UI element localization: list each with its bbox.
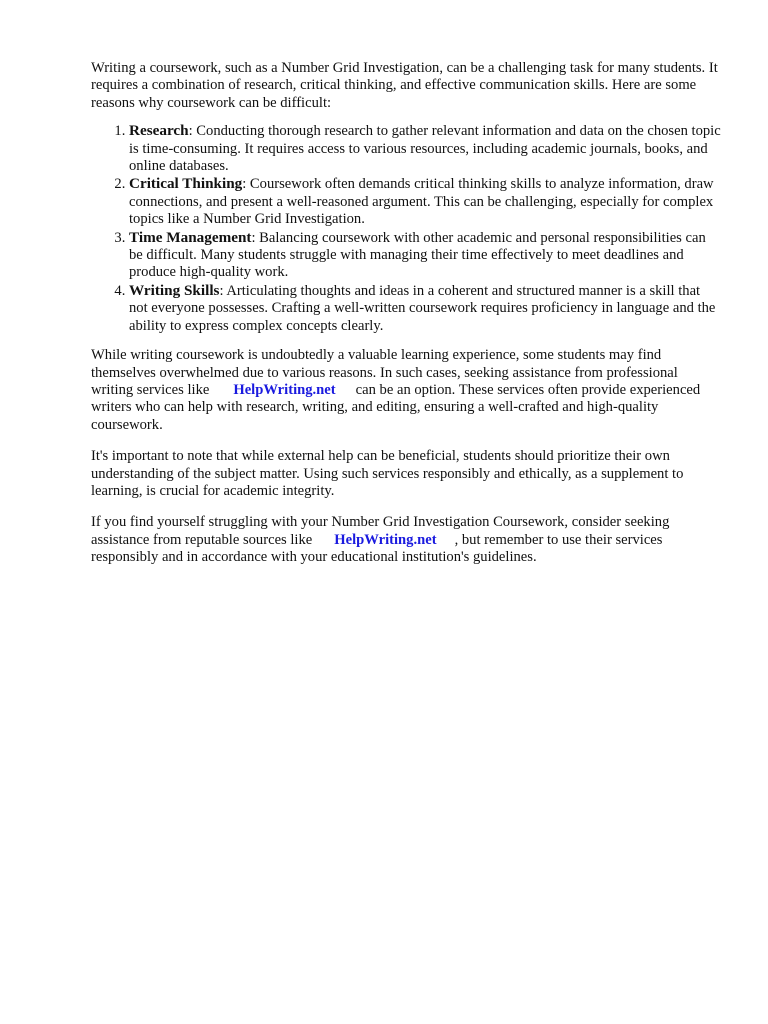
list-item: [129, 175, 721, 228]
list-item-text: : Articulating thoughts and ideas in a coherent and structured manner is a skill that not everyone possesses. Crafting a well-written coursework requires proficiency in language and the ability to express complex concepts clearly.: [129, 282, 716, 334]
list-item-term: Critical Thinking: [129, 175, 243, 193]
integrity-paragraph: It's important to note that while external help can be beneficial, students should prioritize their own understanding of the subject matter. Using such services responsibly and ethically, as a supplement to learning, is crucial for academic integrity.: [91, 448, 684, 499]
list-item-text: : Coursework often demands critical thinking skills to analyze information, draw connections, and present a well-reasoned argument. This can be challenging, especially for complex topics like a Number Grid Investigation.: [129, 176, 714, 228]
list-item-term: Time Management: [129, 228, 252, 246]
services-text-after: can be an option. These services often provide experienced writers who can help with research, writing, and editing, ensuring a well-crafted and high-quality coursework.: [91, 381, 701, 433]
list-item-text: : Balancing coursework with other academic and personal responsibilities can be difficult. Many students struggle with managing their time effectively to meet deadlines and produce high-quality work.: [129, 229, 706, 281]
closing-text-before: If you find yourself struggling with your Number Grid Investigation Coursework, consider seeking assistance from reputable sources like: [91, 514, 670, 548]
closing-paragraph: [91, 514, 721, 566]
list-item: [129, 282, 721, 335]
services-paragraph: [91, 347, 721, 434]
helpwriting-link-2[interactable]: HelpWriting.net: [334, 531, 437, 548]
reasons-list: [91, 122, 721, 335]
list-item-term: Research: [129, 122, 189, 140]
helpwriting-link[interactable]: HelpWriting.net: [233, 381, 336, 398]
list-item: [129, 229, 721, 282]
document-page: [91, 60, 721, 581]
list-item: [129, 122, 721, 175]
services-text-before: While writing coursework is undoubtedly a valuable learning experience, some students may find themselves overwhelmed due to various reasons. In such cases, seeking assistance from professional writing services like: [91, 347, 678, 398]
intro-paragraph: Writing a coursework, such as a Number Grid Investigation, can be a challenging task for many students. It requires a combination of research, critical thinking, and effective communication skills. Here are some reasons why coursework can be difficult:: [91, 60, 718, 111]
list-item-text: : Conducting thorough research to gather relevant information and data on the chosen topic is time-consuming. It requires access to various resources, including academic journals, books, and online databases.: [129, 123, 721, 175]
closing-text-after: , but remember to use their services responsibly and in accordance with your educational institution's guidelines.: [91, 531, 663, 566]
list-item-term: Writing Skills: [129, 281, 220, 299]
